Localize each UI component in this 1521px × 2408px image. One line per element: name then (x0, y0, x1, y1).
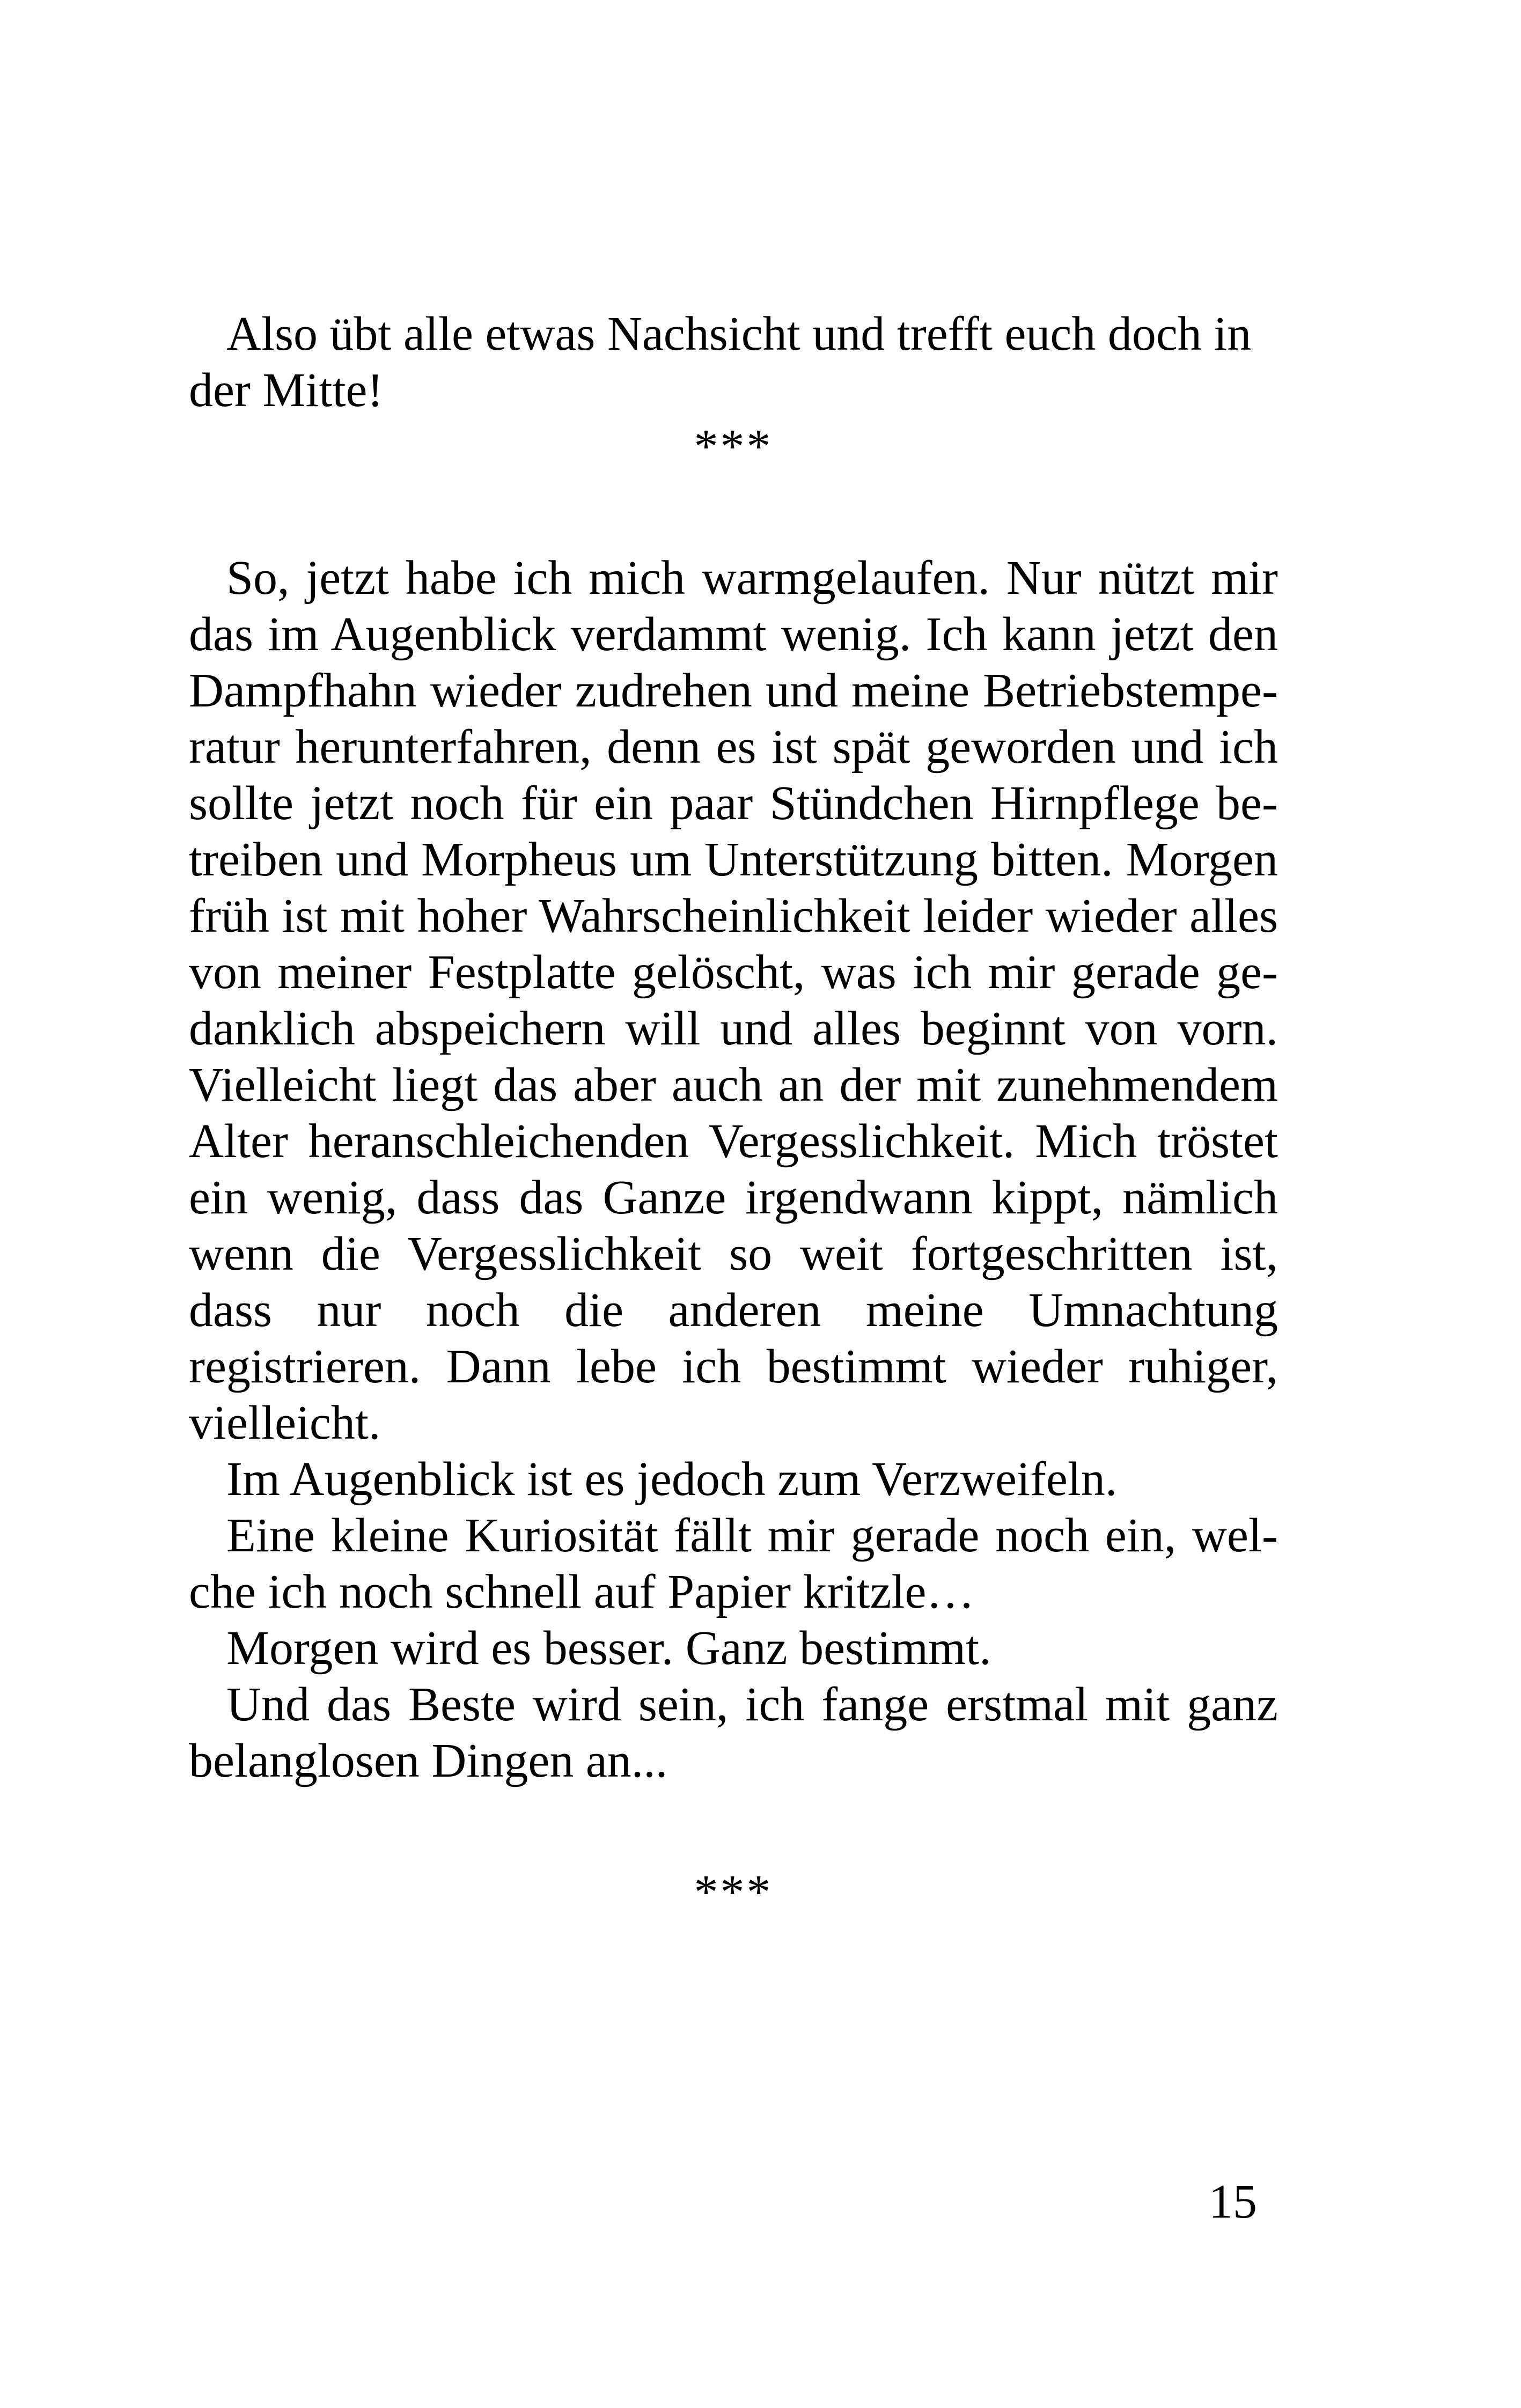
page-body (189, 306, 1278, 1920)
paragraph: Morgen wird es besser. Ganz bestimmt. (226, 1622, 991, 1675)
paragraph: Und das Beste wird sein, ich fange erstmal mit ganz belanglosen Dingen an... (189, 1678, 1278, 1787)
page-number: 15 (1209, 2175, 1257, 2228)
section-separator-end: *** (694, 1866, 773, 1919)
section-separator: *** (694, 420, 773, 473)
paragraph: So, jetzt habe ich mich warmgelaufen. Nur nützt mir das im Augenblick verdammt wenig. Ich kann jetzt den Dampfhahn wieder zudrehen und meine Betriebstemperatur herunterfahren, denn es ist spät geworden und ich sollte jetzt noch für ein paar Stündchen Hirnpflege betreiben und Morpheus um Unterstützung bitten. Morgen früh ist mit hoher Wahrscheinlichkeit leider wieder alles von meiner Festplatte gelöscht, was ich mir gerade gedanklich abspeichern will und alles beginnt von vorn. Vielleicht liegt das aber auch an der mit zunehmendem Alter heranschleichenden Vergesslichkeit. Mich tröstet ein wenig, dass das Ganze irgendwann kippt, nämlich wenn die Vergesslichkeit so weit fortgeschritten ist, dass nur noch die anderen meine Umnachtung registrieren. Dann lebe ich bestimmt wieder ruhiger, vielleicht. (189, 551, 1278, 1449)
paragraph: Im Augenblick ist es jedoch zum Verzweifeln. (226, 1453, 1118, 1506)
paragraph: Also übt alle etwas Nachsicht und trefft euch doch in der Mitte! (189, 307, 1252, 417)
paragraph: Eine kleine Kuriosität fällt mir gerade noch ein, welche ich noch schnell auf Papier kritzle… (189, 1509, 1278, 1618)
